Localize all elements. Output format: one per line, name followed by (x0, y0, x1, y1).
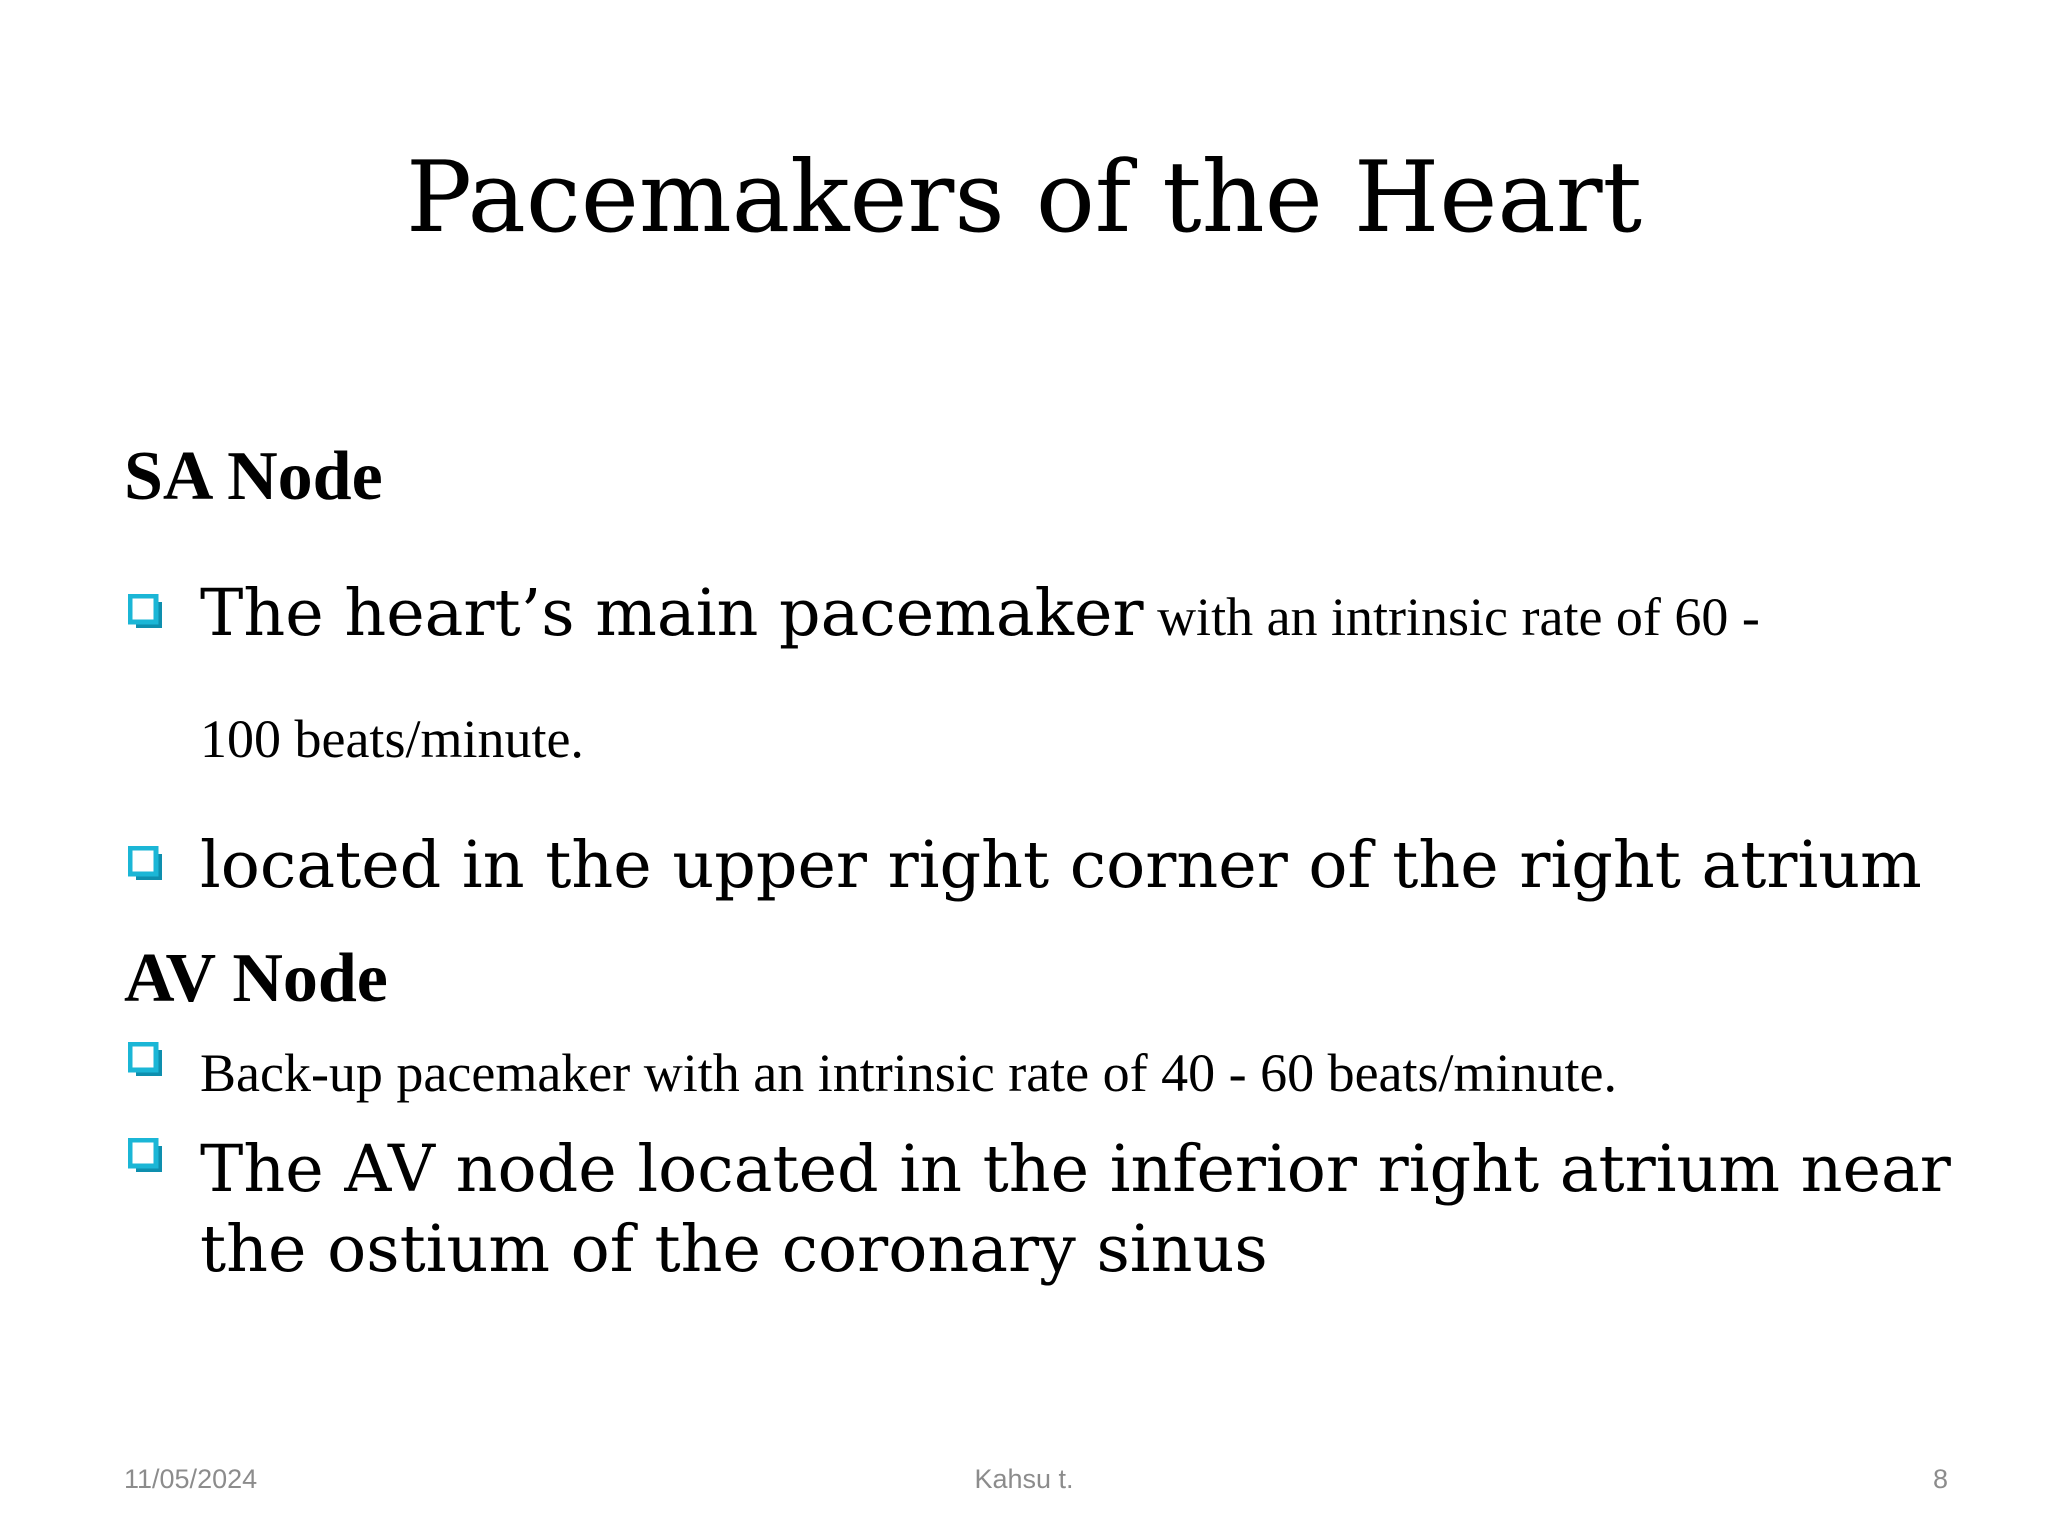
bullet-detail-text: with an intrinsic rate of 60 - (1143, 587, 1760, 647)
section-heading-sa-node: SA Node (124, 438, 383, 515)
checkbox-bullet-icon (128, 1042, 164, 1078)
bullet-av-location (124, 1130, 2004, 1290)
bullet-detail-continuation: 100 beats/minute. (200, 709, 584, 769)
bullet-av-backup-pacemaker (124, 1038, 2004, 1108)
bullet-sa-location (124, 826, 2004, 906)
bullet-sa-main-pacemaker (124, 574, 2004, 779)
checkbox-bullet-icon (128, 594, 164, 630)
bullet-main-text: The heart’s main pacemaker (200, 576, 1144, 651)
bullet-main-text: The AV node located in the inferior right atrium near the ostium of the coronary sinus (200, 1132, 1951, 1287)
checkbox-bullet-icon (128, 1138, 164, 1174)
slide-title: Pacemakers of the Heart (405, 141, 1643, 255)
checkbox-bullet-icon (128, 846, 164, 882)
bullet-main-text: located in the upper right corner of the right atrium (200, 828, 1922, 903)
footer-page-number: 8 (1932, 1464, 1948, 1494)
footer-author: Kahsu t. (974, 1464, 1074, 1494)
bullet-main-text: Back-up pacemaker with an intrinsic rate of 40 - 60 beats/minute. (200, 1043, 1618, 1103)
footer-date: 11/05/2024 (124, 1464, 258, 1494)
section-heading-av-node: AV Node (124, 940, 388, 1017)
